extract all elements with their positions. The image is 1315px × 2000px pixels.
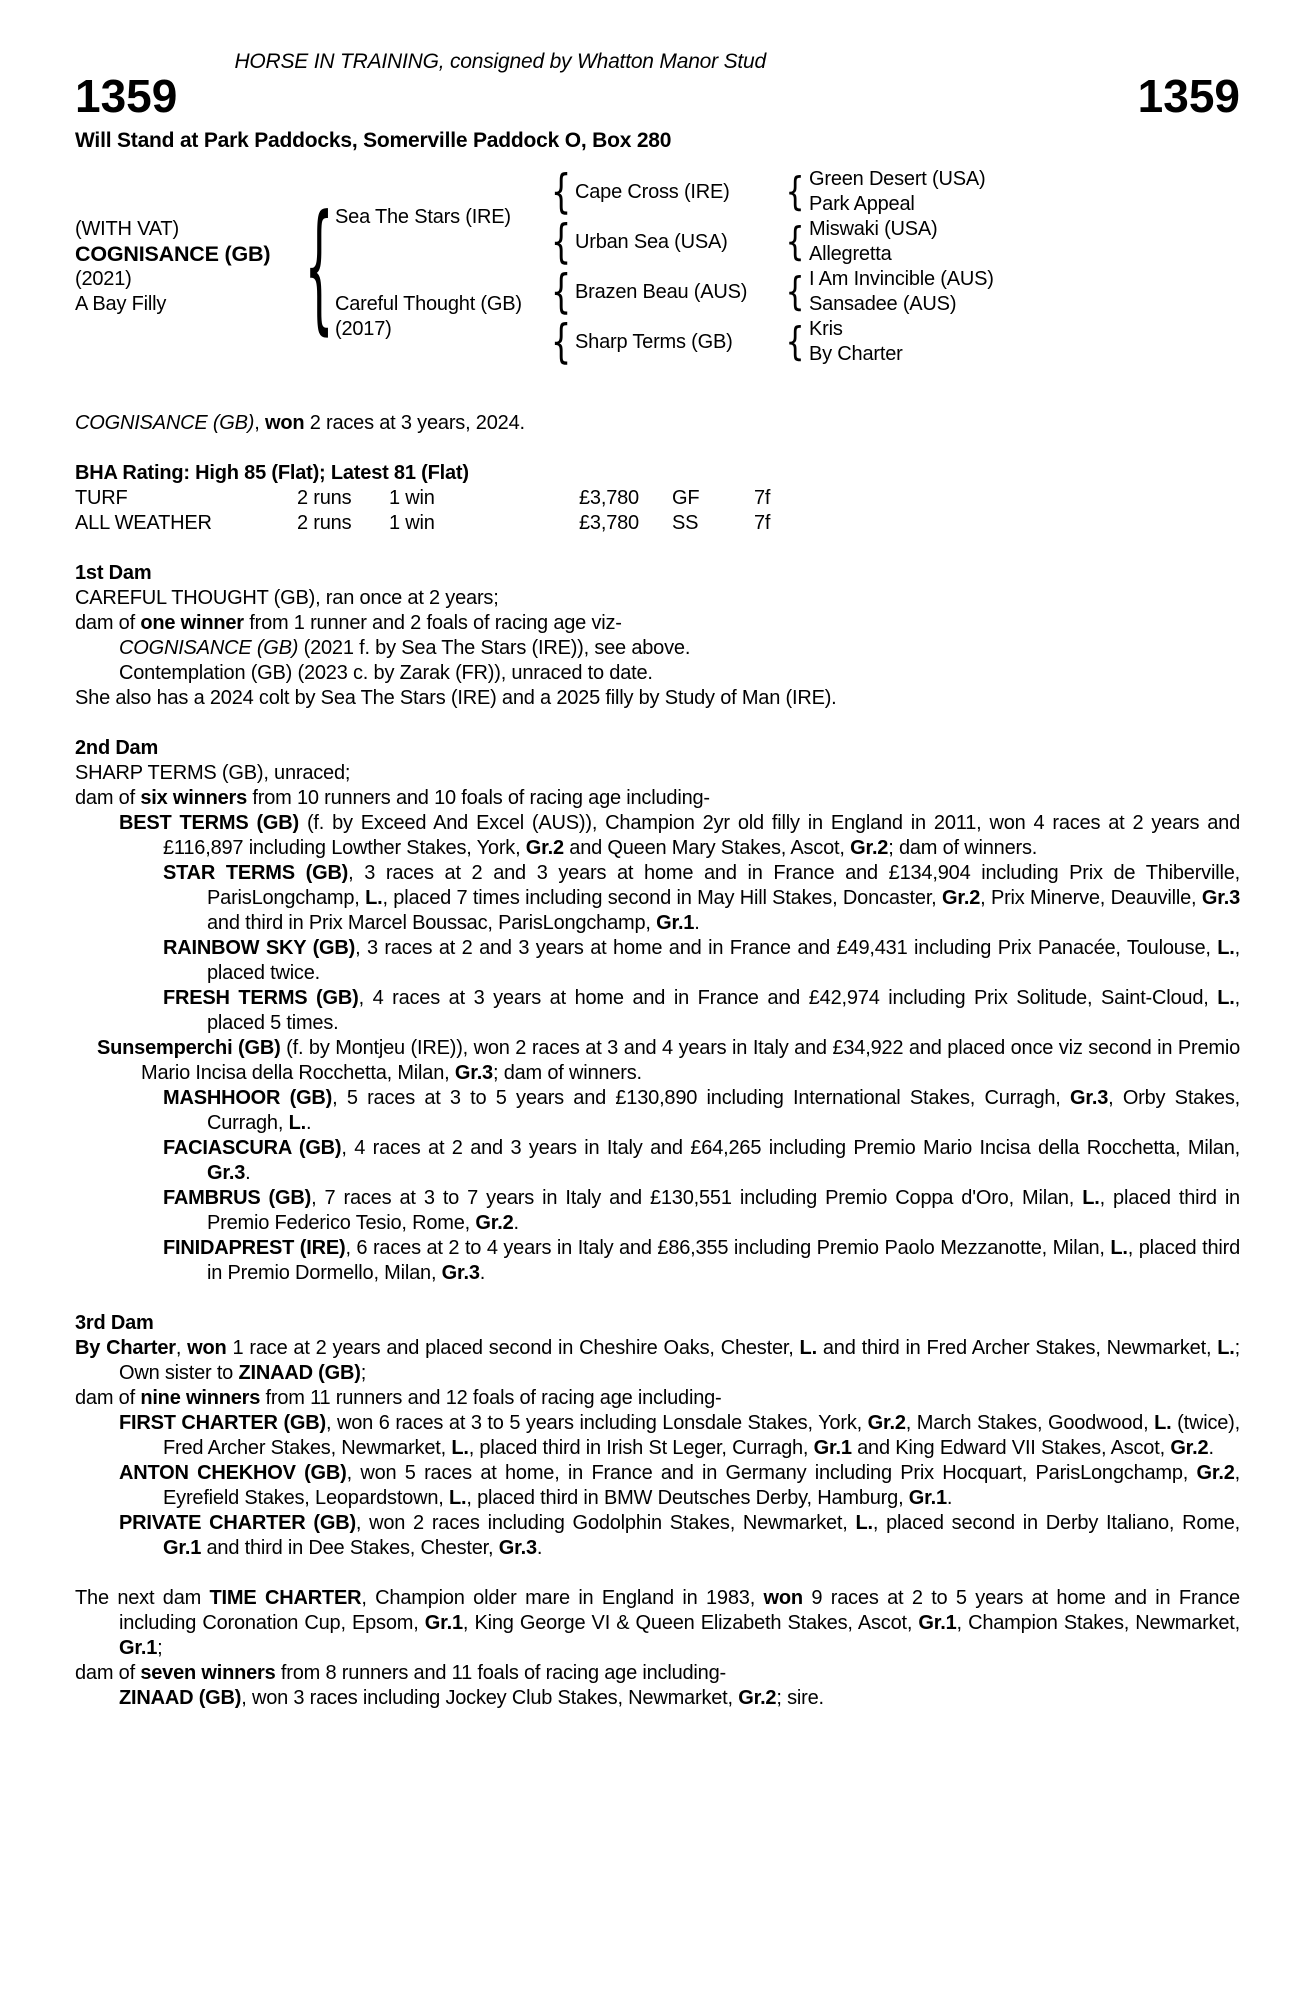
text-segment: L. [1110, 1237, 1128, 1260]
text-segment: Gr.2 [738, 1687, 777, 1710]
race-record-distance: 7f [754, 512, 771, 535]
spacer [75, 1286, 1240, 1311]
gen3-ancestor-name: Kris [809, 318, 843, 341]
text-segment: from 10 runners and 10 foals of racing age including- [247, 787, 710, 810]
race-record-earnings: £3,780 [579, 487, 639, 510]
text-segment: , placed third in Premio Federico Tesio, Rome, [207, 1187, 1240, 1235]
text-segment: BEST TERMS (GB) [119, 812, 299, 835]
offspring-anton-chekhov [75, 1461, 1240, 1511]
race-record-earnings: £3,780 [579, 512, 639, 535]
spacer [75, 436, 1240, 461]
text-segment: (twice), Fred Archer Stakes, Newmarket, [163, 1412, 1241, 1460]
race-record-going: SS [672, 512, 699, 535]
dam-cell [335, 267, 547, 367]
pedigree-braces-gen3 [781, 167, 809, 367]
gen2-ancestor-name: Cape Cross (IRE) [575, 180, 730, 203]
text-segment: . [305, 1112, 312, 1135]
dam3-produce-intro [75, 1386, 1240, 1411]
produce-record [75, 536, 1240, 1711]
race-record-surface: ALL WEATHER [75, 512, 212, 535]
offspring-zinaad [75, 1686, 1240, 1711]
text-segment: L. [1082, 1187, 1100, 1210]
text-segment: , placed twice. [207, 937, 1240, 985]
brace-cell [547, 314, 575, 370]
pedigree-braces-gen2 [547, 164, 575, 370]
gen3-ancestor-name: Green Desert (USA) [809, 168, 986, 191]
pedigree-gen2-column [575, 167, 781, 367]
text-segment: , 7 races at 3 to 7 years in Italy and £130,551 including Premio Coppa d'Oro, Milan, [311, 1187, 1083, 1210]
offspring-rainbow-sky [75, 936, 1240, 986]
dam1-record [75, 586, 1240, 611]
text-segment: TIME CHARTER [209, 1587, 362, 1610]
offspring-star-terms [75, 861, 1240, 936]
text-segment: nine winners [140, 1387, 261, 1410]
text-segment: ; sire. [776, 1687, 824, 1710]
text-segment: , 3 races at 2 and 3 years at home and in France and £49,431 including Prix Panacée, Toulouse, [355, 937, 1218, 960]
text-segment: , Champion older mare in England in 1983, [361, 1587, 764, 1610]
spacer [75, 1561, 1240, 1586]
vat-note: (WITH VAT) [75, 218, 179, 241]
offspring-faciascura [75, 1136, 1240, 1186]
text-segment: ; [157, 1637, 163, 1660]
gen3-ancestor-name: Sansadee (AUS) [809, 293, 957, 316]
gen2-ancestor-name: Sharp Terms (GB) [575, 330, 733, 353]
text-segment: dam of [75, 787, 141, 810]
text-segment: , Eyrefield Stakes, Leopardstown, [163, 1462, 1241, 1510]
dam1-note [75, 686, 1240, 711]
stand-location-line: Will Stand at Park Paddocks, Somerville Paddock O, Box 280 [75, 129, 672, 153]
text-segment: . [245, 1162, 251, 1185]
text-segment: FRESH TERMS (GB) [163, 987, 359, 1010]
text-segment: COGNISANCE (GB) [119, 637, 299, 660]
text-segment: L. [1217, 1337, 1235, 1360]
text-segment: from 11 runners and 12 foals of racing age including- [260, 1387, 722, 1410]
text-segment: Gr.1 [813, 1437, 852, 1460]
text-segment: ; [360, 1362, 367, 1385]
text-segment: L. [1217, 987, 1235, 1010]
text-segment: from 8 runners and 11 foals of racing age including- [275, 1662, 726, 1685]
text-segment: , placed 5 times. [207, 987, 1240, 1035]
subject-year: (2021) [75, 268, 132, 291]
sire-cell [335, 167, 547, 267]
pedigree-subject [75, 167, 303, 367]
text-segment: MASHHOOR (GB) [163, 1087, 333, 1110]
brace-cell [547, 264, 575, 320]
text-segment: PRIVATE CHARTER (GB) [119, 1512, 356, 1535]
offspring-private-charter [75, 1511, 1240, 1561]
text-segment: , Champion Stakes, Newmarket, [956, 1612, 1240, 1635]
pedigree-table [75, 164, 1240, 370]
lot-number-left: 1359 [75, 70, 178, 122]
text-segment: , 5 races at 3 to 5 years and £130,890 including International Stakes, Curragh, [332, 1087, 1070, 1110]
section-heading-2nd-dam: 2nd Dam [75, 737, 159, 760]
text-segment: Gr.2 [942, 887, 981, 910]
text-segment: . [536, 1537, 543, 1560]
text-segment: ; Own sister to [119, 1337, 1240, 1385]
text-segment: Contemplation (GB) (2023 c. by Zarak (FR)), unraced to date. [119, 662, 653, 685]
sire-name: Sea The Stars (IRE) [335, 205, 511, 228]
race-record-table [75, 486, 1240, 536]
brace-cell [547, 164, 575, 220]
text-segment: dam of [75, 1662, 141, 1685]
dam4-produce-intro [75, 1661, 1240, 1686]
text-segment: Sunsemperchi (GB) [97, 1037, 281, 1060]
text-segment: . [513, 1212, 519, 1235]
text-segment: . [1208, 1437, 1214, 1460]
text-segment: FINIDAPREST (IRE) [163, 1237, 346, 1260]
text-segment: Gr.2 [525, 837, 564, 860]
consignor-line: HORSE IN TRAINING, consigned by Whatton Manor Stud [234, 50, 766, 73]
text-segment: The next dam [75, 1587, 210, 1610]
text-segment: Gr.3 [454, 1062, 493, 1085]
text-segment: from 1 runner and 2 foals of racing age viz- [243, 612, 622, 635]
text-segment: Gr.1 [908, 1487, 947, 1510]
offspring-best-terms [75, 811, 1240, 861]
race-record-wins: 1 win [389, 487, 435, 510]
gen3-ancestor-name: By Charter [809, 343, 903, 366]
text-segment: 1 race at 2 years and placed second in Cheshire Oaks, Chester, [226, 1337, 800, 1360]
text-segment: . [479, 1262, 486, 1285]
text-segment: , [254, 412, 265, 435]
text-segment: won [187, 1337, 227, 1360]
text-segment: Gr.3 [207, 1162, 246, 1185]
text-segment: Gr.1 [656, 912, 695, 935]
race-record-surface: TURF [75, 487, 128, 510]
text-segment: RAINBOW SKY (GB) [163, 937, 356, 960]
offspring-finidaprest [75, 1236, 1240, 1286]
text-segment: 2 races at 3 years, 2024. [304, 412, 525, 435]
text-segment: SHARP TERMS (GB), unraced; [75, 762, 351, 785]
text-segment: (f. by Montjeu (IRE)), won 2 races at 3 and 4 years in Italy and £34,922 and placed once viz second in Premio Mario Incisa della Rocchetta, Milan, [141, 1037, 1240, 1085]
text-segment: L. [1217, 937, 1235, 960]
brace-glyph: { [785, 169, 805, 216]
text-segment: and third in Prix Marcel Boussac, ParisLongchamp, [207, 912, 657, 935]
pedigree-brace-gen1 [303, 167, 335, 367]
catalogue-body [75, 411, 1240, 1711]
text-segment: ANTON CHEKHOV (GB) [119, 1462, 347, 1485]
text-segment: Gr.1 [918, 1612, 957, 1635]
text-segment: STAR TERMS (GB) [163, 862, 349, 885]
text-segment: . [946, 1487, 953, 1510]
text-segment: , 6 races at 2 to 4 years in Italy and £86,355 including Premio Paolo Mezzanotte, Milan, [345, 1237, 1111, 1260]
text-segment: By Charter [75, 1337, 176, 1360]
brace-cell [781, 317, 809, 367]
race-record-row [75, 511, 1240, 536]
text-segment: ; dam of winners. [888, 837, 1038, 860]
text-segment: , placed third in Premio Dormello, Milan, [207, 1237, 1240, 1285]
text-segment: (2021 f. by Sea The Stars (IRE)), see above. [298, 637, 691, 660]
text-segment: , [175, 1337, 188, 1360]
text-segment: L. [448, 1487, 467, 1510]
race-record-distance: 7f [754, 487, 771, 510]
text-segment: She also has a 2024 colt by Sea The Stars (IRE) and a 2025 filly by Study of Man (IRE). [75, 687, 837, 710]
brace-glyph: { [550, 314, 572, 370]
text-segment: FACIASCURA (GB) [163, 1137, 342, 1160]
offspring-sunsemperchi [75, 1036, 1240, 1086]
section-heading-1st-dam: 1st Dam [75, 562, 152, 585]
text-segment: Gr.2 [867, 1412, 906, 1435]
pedigree-gen3-column [809, 167, 1240, 367]
text-segment: and third in Fred Archer Stakes, Newmarket, [816, 1337, 1218, 1360]
spacer [75, 536, 1240, 561]
text-segment: ; dam of winners. [492, 1062, 642, 1085]
brace-glyph: { [550, 164, 572, 220]
text-segment: 9 races at 2 to 5 years at home and in France including Coronation Cup, Epsom, [119, 1587, 1240, 1635]
subject-description: A Bay Filly [75, 293, 167, 316]
offspring-fambrus [75, 1186, 1240, 1236]
text-segment: (f. by Exceed And Excel (AUS)), Champion 2yr old filly in England in 2011, won 4 races at 2 years and £116,897 including Lowther Stakes, York, [163, 812, 1240, 860]
text-segment: ZINAAD (GB) [119, 1687, 242, 1710]
subject-horse-name: COGNISANCE (GB) [75, 242, 271, 267]
race-record-row [75, 486, 1240, 511]
text-segment: , placed third in BMW Deutsches Derby, Hamburg, [466, 1487, 909, 1510]
gen2-ancestor-name: Brazen Beau (AUS) [575, 280, 748, 303]
brace-glyph: { [785, 219, 805, 266]
text-segment: L. [1154, 1412, 1172, 1435]
gen3-ancestor-name: Park Appeal [809, 193, 915, 216]
text-segment: CAREFUL THOUGHT (GB), ran once at 2 years; [75, 587, 499, 610]
gen3-ancestor-name: Miswaki (USA) [809, 218, 938, 241]
text-segment: dam of [75, 612, 141, 635]
text-segment: Gr.1 [424, 1612, 463, 1635]
text-segment: L. [855, 1512, 873, 1535]
text-segment: ZINAAD (GB) [238, 1362, 361, 1385]
text-segment: . [694, 912, 700, 935]
text-segment: L. [451, 1437, 469, 1460]
brace-glyph: { [785, 319, 805, 366]
brace-cell [781, 267, 809, 317]
text-segment: won [763, 1587, 803, 1610]
text-segment: and Queen Mary Stakes, Ascot, [563, 837, 851, 860]
text-segment: , won 3 races including Jockey Club Stakes, Newmarket, [241, 1687, 739, 1710]
bha-rating-heading: BHA Rating: High 85 (Flat); Latest 81 (Flat) [75, 462, 469, 485]
text-segment: Gr.3 [498, 1537, 537, 1560]
text-segment: L. [288, 1112, 306, 1135]
race-record-going: GF [672, 487, 700, 510]
lot-number-right: 1359 [1137, 70, 1240, 122]
text-segment: , Orby Stakes, Curragh, [207, 1087, 1240, 1135]
text-segment: , 3 races at 2 and 3 years at home and in France and £134,904 including Prix de Thiberville, ParisLongchamp, [207, 862, 1240, 910]
next-dam-time-charter [75, 1586, 1240, 1661]
brace-glyph: { [785, 269, 805, 316]
dam3-record [75, 1336, 1240, 1386]
dam-name: Careful Thought (GB) [335, 293, 522, 316]
text-segment: Gr.3 [441, 1262, 480, 1285]
text-segment: Gr.1 [163, 1537, 202, 1560]
pedigree-gen1-column [335, 167, 547, 367]
text-segment: one winner [140, 612, 244, 635]
text-segment: FAMBRUS (GB) [163, 1187, 312, 1210]
text-segment: , Prix Minerve, Deauville, [980, 887, 1202, 910]
race-summary-line [75, 411, 1240, 436]
text-segment: FIRST CHARTER (GB) [119, 1412, 326, 1435]
text-segment: COGNISANCE (GB) [75, 412, 255, 435]
dam-year: (2017) [335, 318, 392, 341]
dam2-produce-intro [75, 786, 1240, 811]
text-segment: L. [799, 1337, 817, 1360]
text-segment: dam of [75, 1387, 141, 1410]
race-record-wins: 1 win [389, 512, 435, 535]
text-segment: , King George VI & Queen Elizabeth Stakes, Ascot, [462, 1612, 919, 1635]
text-segment: Gr.3 [1070, 1087, 1109, 1110]
text-segment: Gr.3 [1201, 887, 1240, 910]
text-segment: , placed 7 times including second in May Hill Stakes, Doncaster, [382, 887, 942, 910]
dam2-record [75, 761, 1240, 786]
gen3-ancestor-name: I Am Invincible (AUS) [809, 268, 994, 291]
gen3-ancestor-name: Allegretta [809, 243, 892, 266]
text-segment: six winners [140, 787, 248, 810]
dam1-produce-intro [75, 611, 1240, 636]
text-segment: , placed third in Irish St Leger, Curragh, [468, 1437, 814, 1460]
offspring-cognisance [75, 636, 1240, 661]
text-segment: , won 5 races at home, in France and in Germany including Prix Hocquart, ParisLongchamp, [346, 1462, 1197, 1485]
offspring-fresh-terms [75, 986, 1240, 1036]
text-segment: , March Stakes, Goodwood, [905, 1412, 1155, 1435]
offspring-mashhoor [75, 1086, 1240, 1136]
text-segment: , placed second in Derby Italiano, Rome, [872, 1512, 1240, 1535]
text-segment: L. [365, 887, 383, 910]
text-segment: Gr.2 [1170, 1437, 1209, 1460]
brace-cell [547, 214, 575, 270]
text-segment: , won 2 races including Godolphin Stakes, Newmarket, [355, 1512, 856, 1535]
text-segment: seven winners [140, 1662, 276, 1685]
race-record-runs: 2 runs [297, 512, 352, 535]
brace-glyph: { [304, 183, 334, 349]
text-segment: , won 6 races at 3 to 5 years including Lonsdale Stakes, York, [325, 1412, 868, 1435]
brace-cell [781, 217, 809, 267]
race-record-runs: 2 runs [297, 487, 352, 510]
section-heading-3rd-dam: 3rd Dam [75, 1312, 154, 1335]
text-segment: Gr.2 [475, 1212, 514, 1235]
lot-number-row [75, 70, 1240, 122]
text-segment: , 4 races at 3 years at home and in France and £42,974 including Prix Solitude, Saint-Cloud, [358, 987, 1218, 1010]
text-segment: Gr.2 [850, 837, 889, 860]
text-segment: Gr.1 [119, 1637, 158, 1660]
spacer [75, 711, 1240, 736]
text-segment: and third in Dee Stakes, Chester, [201, 1537, 499, 1560]
brace-glyph: { [550, 264, 572, 320]
gen2-ancestor-name: Urban Sea (USA) [575, 230, 728, 253]
text-segment: and King Edward VII Stakes, Ascot, [851, 1437, 1171, 1460]
offspring-first-charter [75, 1411, 1240, 1461]
brace-glyph: { [550, 214, 572, 270]
text-segment: Gr.2 [1196, 1462, 1235, 1485]
text-segment: , 4 races at 2 and 3 years in Italy and £64,265 including Premio Mario Incisa della Rocchetta, Milan, [341, 1137, 1241, 1160]
text-segment: won [264, 412, 305, 435]
brace-cell [781, 167, 809, 217]
offspring-contemplation [75, 661, 1240, 686]
